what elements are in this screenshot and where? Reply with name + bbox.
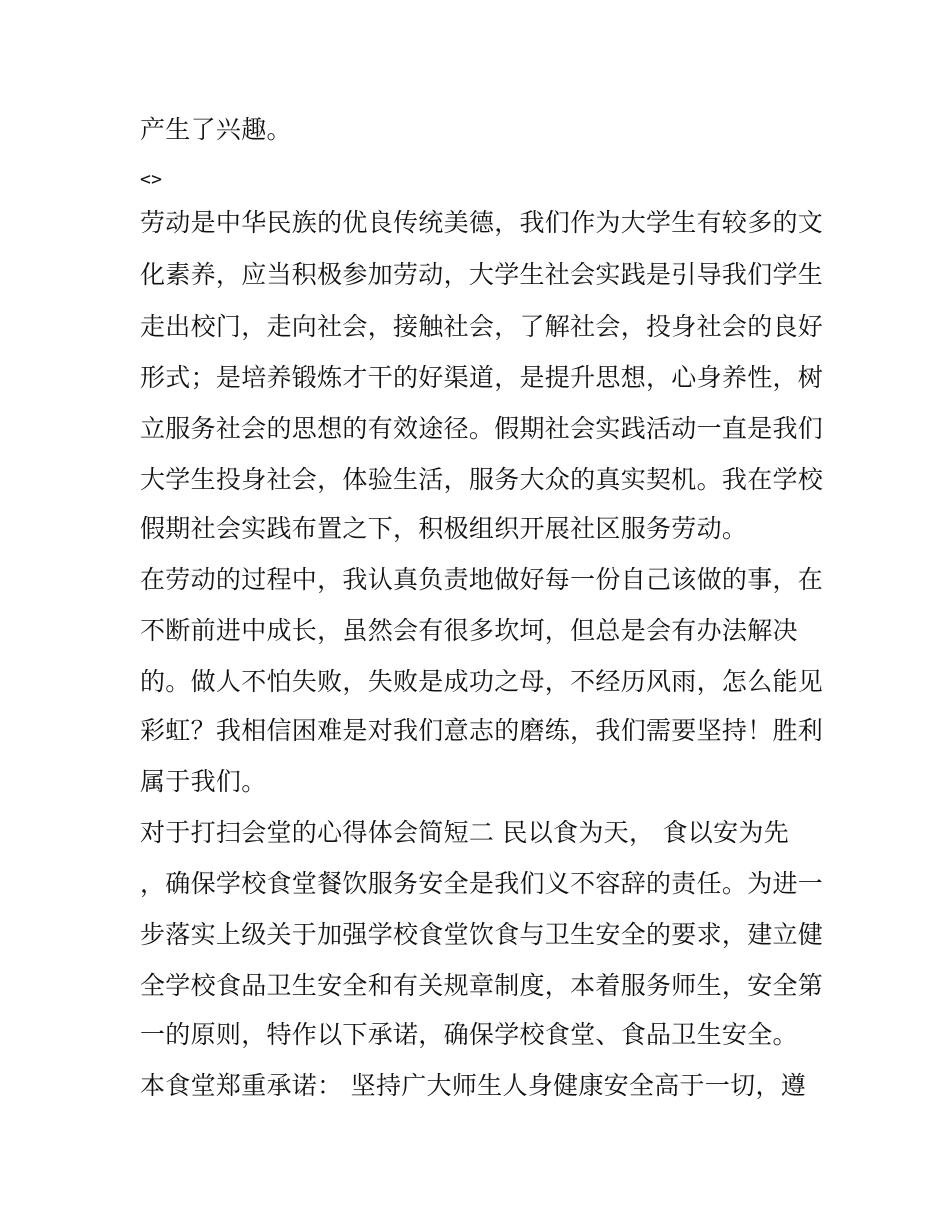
text-line: 劳动是中华民族的优良传统美德，我们作为大学生有较多的文 (140, 208, 824, 237)
text-line: 大学生投身社会，体验生活，服务大众的真实契机。我在学校 (140, 465, 824, 494)
text-line: 产生了兴趣。 (140, 115, 292, 144)
text-line: 走出校门，走向社会，接触社会，了解社会，投身社会的良好 (140, 312, 824, 341)
text-line: 彩虹？我相信困难是对我们意志的磨练，我们需要坚持！胜利 (140, 716, 824, 745)
text-line: 全学校食品卫生安全和有关规章制度，本着服务师生，安全第 (140, 971, 824, 1000)
text-line: 对于打扫会堂的心得体会简短二 民以食为天， 食以安为先 (140, 818, 789, 847)
text-line: ，确保学校食堂餐饮服务安全是我们义不容辞的责任。为进一 (140, 869, 824, 898)
text-line: 不断前进中成长，虽然会有很多坎坷，但总是会有办法解决 (140, 616, 798, 645)
separator-marker: <> (140, 169, 163, 190)
text-line: 立服务社会的思想的有效途径。假期社会实践活动一直是我们 (140, 414, 824, 443)
text-line: 步落实上级关于加强学校食堂饮食与卫生安全的要求，建立健 (140, 920, 824, 949)
text-line: 属于我们。 (140, 767, 267, 796)
text-line: 的。做人不怕失败，失败是成功之母，不经历风雨，怎么能见 (140, 667, 824, 696)
text-line: 本食堂郑重承诺： 坚持广大师生人身健康安全高于一切，遵 (140, 1071, 807, 1100)
text-line: 在劳动的过程中，我认真负责地做好每一份自己该做的事，在 (140, 565, 824, 594)
text-line: 假期社会实践布置之下，积极组织开展社区服务劳动。 (140, 514, 748, 543)
text-line: 一的原则，特作以下承诺，确保学校食堂、食品卫生安全。 (140, 1020, 798, 1049)
text-line: 形式；是培养锻炼才干的好渠道，是提升思想，心身养性，树 (140, 363, 824, 392)
text-line: 化素养，应当积极参加劳动，大学生社会实践是引导我们学生 (140, 260, 824, 289)
